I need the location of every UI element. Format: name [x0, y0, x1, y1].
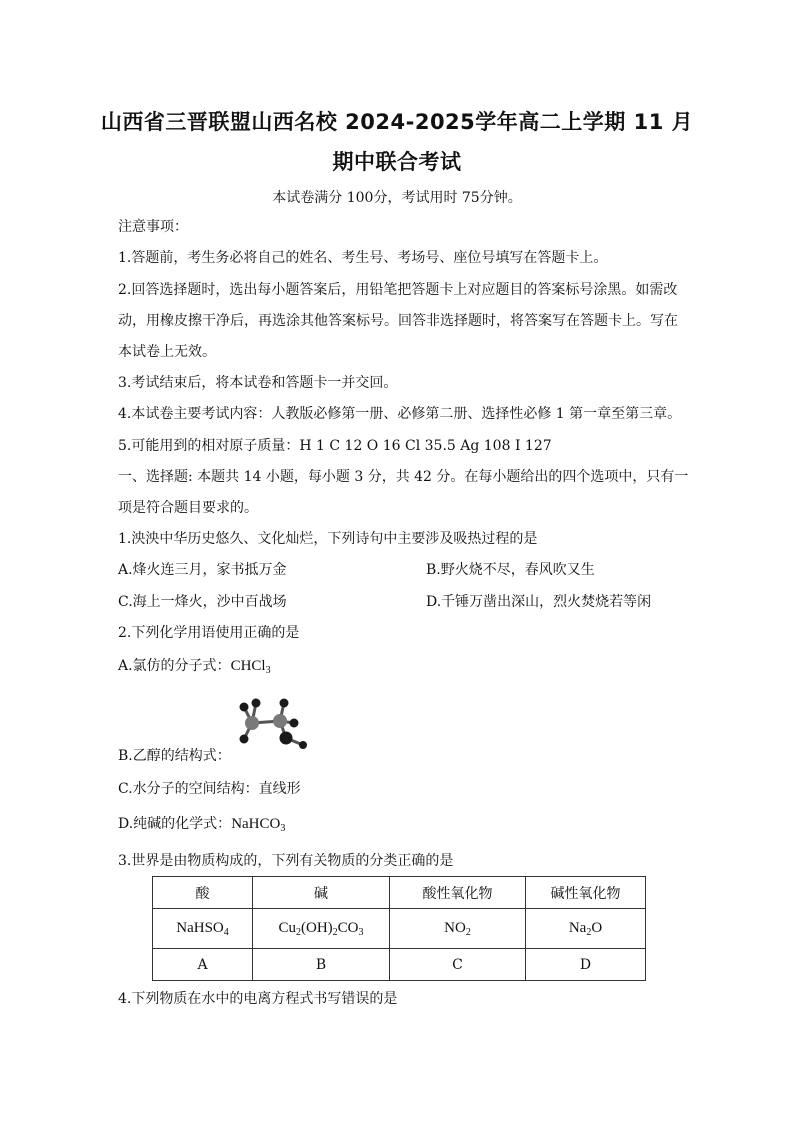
- oxygen-atom: [280, 732, 293, 745]
- note-3: 3.考试结束后，将本试卷和答题卡一并交回。: [118, 375, 398, 391]
- cell-acid-formula: NaHSO$_4$: [153, 909, 253, 949]
- cell-base-formula: $Cu_2(OH)_2CO_3$: [253, 909, 390, 949]
- table-row: [153, 949, 646, 981]
- q2-option-a: [118, 657, 271, 675]
- cell-option-d: D: [526, 949, 646, 981]
- q2-stem: 2.下列化学用语使用正确的是: [118, 625, 300, 641]
- q3-stem: 3.世界是由物质构成的，下列有关物质的分类正确的是: [118, 853, 454, 869]
- chcl3-formula: CHCl$_3$: [230, 658, 271, 676]
- q2-option-b: B.乙醇的结构式：: [118, 748, 231, 764]
- nahco3-formula: NaHCO$_3$: [231, 816, 286, 834]
- q1-option-b: B.野火烧不尽，春风吹又生: [426, 562, 595, 578]
- note-2-line2: 动，用橡皮擦干净后，再选涂其他答案标号。回答非选择题时，将答案写在答题卡上。写在: [118, 313, 678, 329]
- carbon-atom-1: [245, 716, 259, 730]
- exam-title-line1: 山西省三晋联盟山西名校 2024-2025学年高二上学期 11 月: [100, 110, 694, 134]
- hydrogen-atom: [290, 719, 299, 728]
- hydrogen-atom: [240, 703, 249, 712]
- q2-option-c: C.水分子的空间结构：直线形: [118, 781, 301, 797]
- header-acid: 酸: [153, 877, 253, 909]
- q2-option-d-label: D.纯碱的化学式：: [118, 816, 232, 832]
- q3-classification-table: [152, 876, 646, 981]
- cell-option-c: C: [390, 949, 526, 981]
- section1-instructions-line1: 一、选择题: 本题共 14 小题，每小题 3 分，共 42 分。在每小题给出的四个选项中，只有一: [118, 469, 689, 485]
- ethanol-ball-stick-model: [230, 692, 312, 754]
- header-base: 碱: [253, 877, 390, 909]
- table-row: [153, 909, 646, 949]
- hydrogen-atom: [299, 741, 307, 749]
- q2-option-d: [118, 815, 285, 833]
- header-acidic-oxide: 酸性氧化物: [390, 877, 526, 909]
- notes-heading: 注意事项：: [118, 219, 188, 235]
- note-2-line1: 2.回答选择题时，选出每小题答案后，用铅笔把答题卡上对应题目的答案标号涂黑。如需改: [118, 282, 678, 298]
- q1-stem: 1.泱泱中华历史悠久、文化灿烂，下列诗句中主要涉及吸热过程的是: [118, 531, 538, 547]
- cell-option-b: B: [253, 949, 390, 981]
- note-4: 4.本试卷主要考试内容：人教版必修第一册、必修第二册、选择性必修 1 第一章至第三章。: [118, 406, 682, 422]
- note-2-line3: 本试卷上无效。: [118, 344, 216, 360]
- carbon-atom-2: [273, 714, 287, 728]
- q2-option-a-label: A.氯仿的分子式：: [118, 658, 231, 674]
- cell-acidic-oxide-formula: $NO_2$: [390, 909, 526, 949]
- q1-option-a: A.烽火连三月，家书抵万金: [118, 562, 287, 578]
- q1-option-d: D.千锤万凿出深山，烈火焚烧若等闲: [426, 594, 652, 610]
- cell-option-a: A: [153, 949, 253, 981]
- hydrogen-atom: [280, 699, 289, 708]
- q1-option-c: C.海上一烽火，沙中百战场: [118, 594, 287, 610]
- section1-instructions-line2: 项是符合题目要求的。: [118, 500, 258, 516]
- exam-subtitle: 本试卷满分 100分，考试用时 75分钟。: [272, 190, 522, 206]
- note-5: 5.可能用到的相对原子质量：H 1 C 12 O 16 Cl 35.5 Ag 108 I 127: [118, 438, 552, 454]
- q4-stem: 4.下列物质在水中的电离方程式书写错误的是: [118, 991, 398, 1007]
- header-basic-oxide: 碱性氧化物: [526, 877, 646, 909]
- exam-title-line2: 期中联合考试: [332, 150, 462, 174]
- note-1: 1.答题前，考生务必将自己的姓名、考生号、考场号、座位号填写在答题卡上。: [118, 250, 608, 266]
- table-header-row: [153, 877, 646, 909]
- hydrogen-atom: [240, 735, 249, 744]
- cell-basic-oxide-formula: $Na_2O$: [526, 909, 646, 949]
- hydrogen-atom: [252, 699, 261, 708]
